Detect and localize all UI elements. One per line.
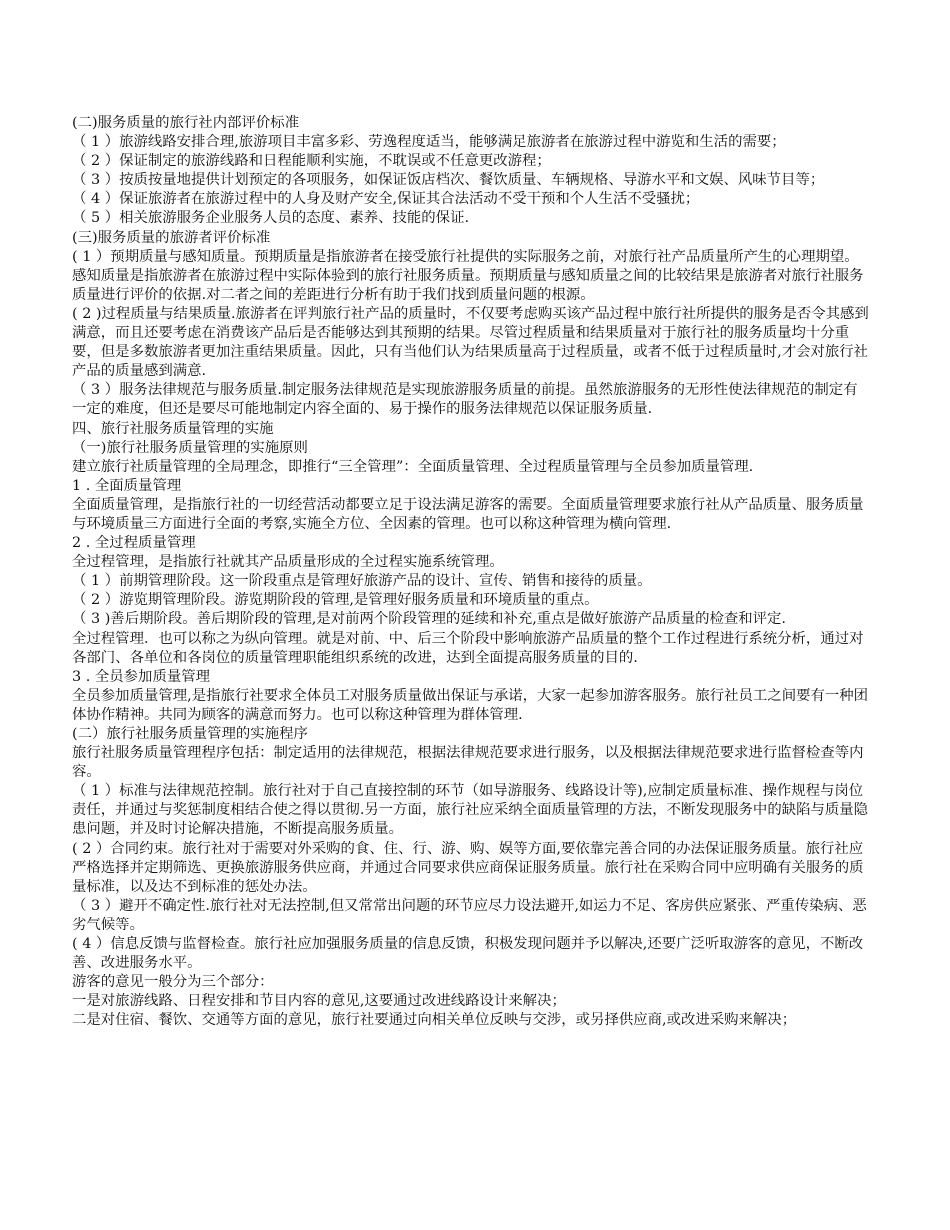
subsection-heading: 1 . 全面质量管理 (72, 477, 182, 494)
paragraph: 游客的意见一般分为三个部分： (72, 974, 274, 991)
paragraph: 建立旅行社质量管理的全局理念，即推行“三全管理”：全面质量管理、全过程质量管理与全员参加质量管理. (72, 458, 754, 475)
paragraph: 全过程管理，是指旅行社就其产品质量形成的全过程实施系统管理。 (72, 554, 504, 571)
paragraph: ( 2 ）合同约束。旅行社对于需要对外采购的食、住、行、游、购、娱等方面,要依靠完善合同的办法保证服务质量。旅行社应严格选择并定期筛选、更换旅游服务供应商，并通过合同要求供应商保证服务质量。旅行社在采购合同中应明确有关服务的质量标准，以及达不到标准的惩处办法。 (72, 840, 864, 895)
paragraph: （ 5 ）相关旅游服务企业服务人员的态度、素养、技能的保证. (72, 210, 470, 227)
paragraph: 二是对住宿、餐饮、交通等方面的意见，旅行社要通过向相关单位反映与交涉，或另择供应商,或改进采购来解决； (72, 1012, 797, 1029)
section-heading: （一)旅行社服务质量管理的实施原则 (72, 439, 308, 456)
paragraph: ( 1 ）预期质量与感知质量。预期质量是指旅游者在接受旅行社提供的实际服务之前，对旅行社产品质量所产生的心理期望。感知质量是指旅游者在旅游过程中实际体验到的旅行社服务质量。预期质量与感知质量之间的比较结果是旅游者对旅行社服务质量进行评价的依据.对二者之间的差距进行分析有助于我们找到质量问题的根源。 (72, 248, 864, 303)
paragraph: （ 3 )善后期阶段。善后期阶段的管理,是对前两个阶段管理的延续和补充,重点是做好旅游产品质量的检查和评定. (72, 611, 787, 628)
paragraph: 全员参加质量管理,是指旅行社要求全体员工对服务质量做出保证与承诺，大家一起参加游客服务。旅行社员工之间要有一种团体协作精神。共同为顾客的满意而努力。也可以称这种管理为群体管理. (72, 687, 869, 723)
section-heading: (二）旅行社服务质量管理的实施程序 (72, 726, 308, 742)
subsection-heading: 2 . 全过程质量管理 (72, 535, 196, 552)
paragraph: （ 1 ）标准与法律规范控制。旅行社对于自己直接控制的环节（如导游服务、线路设计等),应制定质量标准、操作规程与岗位责任，并通过与奖惩制度相结合使之得以贯彻.另一方面，旅行社应采纳全面质量管理的方法，不断发现服务中的缺陷与质量隐患问题，并及时讨论解决措施，不断提高服务质量。 (72, 783, 869, 838)
document-body (72, 114, 870, 1031)
section-heading: 四、旅行社服务质量管理的实施 (72, 420, 274, 437)
section-heading: (二)服务质量的旅行社内部评价标准 (72, 115, 300, 131)
section-heading: (三)服务质量的旅游者评价标准 (72, 229, 271, 246)
paragraph: ( 2 )过程质量与结果质量.旅游者在评判旅行社产品的质量时，不仅要考虑购买该产品过程中旅行社所提供的服务是否令其感到满意，而且还要考虑在消费该产品后是否能够达到其预期的结果。尽管过程质量和结果质量对于旅行社的服务质量均十分重要，但是多数旅游者更加注重结果质量。因此，只有当他们认为结果质量高于过程质量，或者不低于过程质量时,才会对旅行社产品的质量感到满意. (72, 305, 869, 380)
paragraph: 全面质量管理，是指旅行社的一切经营活动都要立足于设法满足游客的需要。全面质量管理要求旅行社从产品质量、服务质量与环境质量三方面进行全面的考察,实施全方位、全因素的管理。也可以称这种管理为横向管理. (72, 496, 864, 532)
paragraph: 全过程管理．也可以称之为纵向管理。就是对前、中、后三个阶段中影响旅游产品质量的整个工作过程进行系统分析，通过对各部门、各单位和各岗位的质量管理职能组织系统的改进，达到全面提高服务质量的目的. (72, 630, 864, 666)
paragraph: （ 1 ）前期管理阶段。这一阶段重点是管理好旅游产品的设计、宣传、销售和接待的质量。 (72, 573, 652, 590)
paragraph: （ 3 ）服务法律规范与服务质量.制定服务法律规范是实现旅游服务质量的前提。虽然旅游服务的无形性使法律规范的制定有一定的难度，但还是要尽可能地制定内容全面的、易于操作的服务法律规范以保证服务质量. (72, 382, 858, 418)
paragraph: （ 3 ）避开不确定性.旅行社对无法控制,但又常常出问题的环节应尽力设法避开,如运力不足、客房供应紧张、严重传染病、恶劣气候等。 (72, 897, 867, 933)
subsection-heading: 3 . 全员参加质量管理 (72, 668, 211, 685)
paragraph: 一是对旅游线路、日程安排和节目内容的意见,这要通过改进线路设计来解决； (72, 993, 566, 1010)
paragraph: （ 2 ）保证制定的旅游线路和日程能顺利实施，不耽误或不任意更改游程； (72, 153, 551, 170)
paragraph: ( 4 ）信息反馈与监督检查。旅行社应加强服务质量的信息反馈，积极发现问题并予以解决,还要广泛听取游客的意见，不断改善、改进服务水平。 (72, 936, 864, 972)
paragraph: （ 2 ）游览期管理阶段。游览期阶段的管理,是管理好服务质量和环境质量的重点。 (72, 592, 599, 609)
paragraph: （ 1 ）旅游线路安排合理,旅游项目丰富多彩、劳逸程度适当，能够满足旅游者在旅游过程中游览和生活的需要； (72, 134, 786, 151)
paragraph: （ 4 ）保证旅游者在旅游过程中的人身及财产安全,保证其合法活动不受干预和个人生活不受骚扰； (72, 191, 700, 208)
paragraph: （ 3 ）按质按量地提供计划预定的各项服务，如保证饭店档次、餐饮质量、车辆规格、导游水平和文娱、风味节目等； (72, 172, 825, 189)
paragraph: 旅行社服务质量管理程序包括：制定适用的法律规范，根据法律规范要求进行服务，以及根据法律规范要求进行监督检查等内容。 (72, 745, 864, 781)
